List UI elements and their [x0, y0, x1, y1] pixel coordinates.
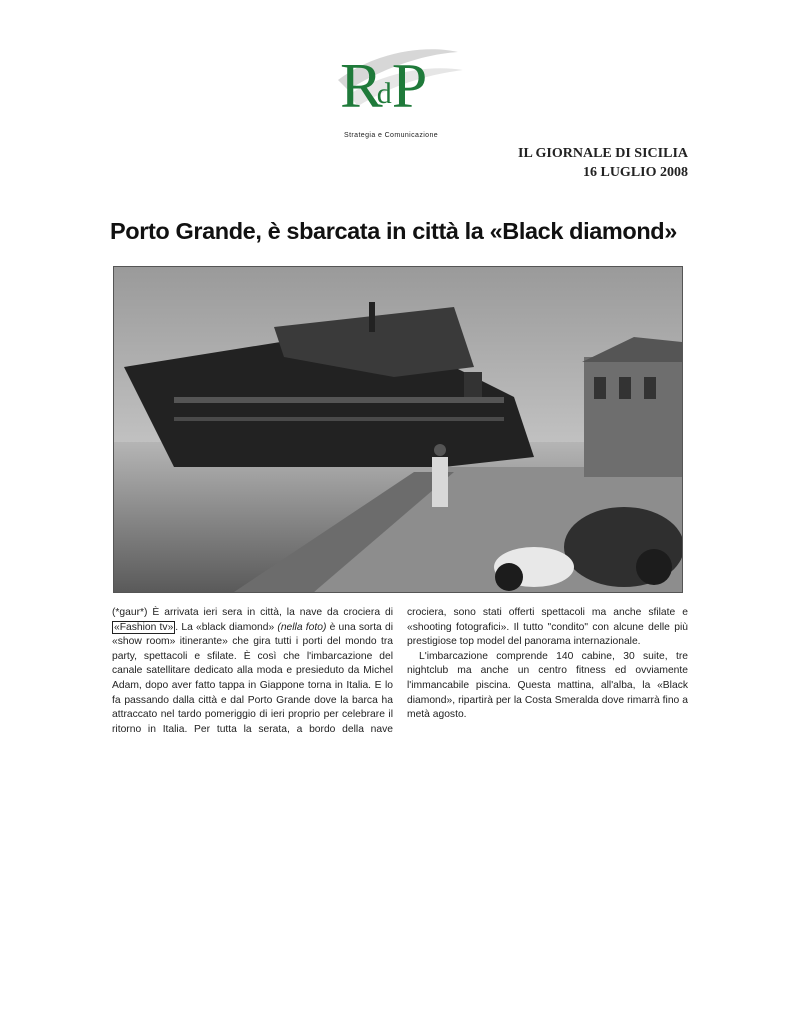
article-paragraph-1: (*gaur*) È arrivata ieri sera in città, la nave da crociera di «Fashion tv» . La «black diamond» (nella foto) è una sorta di «show room» itinerante» che gira tutti i porti del mondo tra party, spettacoli e sfilate. È così che l'imbarcazione del canale satellitare dedicato alla moda e presieduto da Michel Adam, dopo aver fatto tappa in Giappone torna in Italia. E lo fa passando dalla città e dal Porto Grande dove la barca ha attraccato nel tardo pomeriggio di ieri proprio per celebrare il ritorno in Italia. Per tutta la serata, a bordo della nave crociera, sono stati offerti spettacoli ma anche sfilate e «shooting fotografici». Il tutto "condito" con alcune delle più prestigiose top model del panorama internazionale.	[112, 607, 688, 735]
article-body	[112, 606, 688, 737]
logo-tagline: Strategia e Comunicazione	[344, 132, 439, 139]
rdp-logo	[318, 40, 468, 140]
article-paragraph-2: L'imbarcazione comprende 140 cabine, 30 suite, tre nightclub ma anche un centro fitness ed ovviamente l'immancabile piscina. Questa mattina, all'alba, la «Black diamond», ripartirà per la Costa Smeralda dove rimarrà fino a metà agosto.	[407, 650, 688, 721]
source-block	[518, 144, 688, 182]
newspaper-name: IL GIORNALE DI SICILIA	[518, 146, 688, 161]
fashion-tv-tag: «Fashion tv»	[114, 621, 174, 633]
article-headline: Porto Grande, è sbarcata in città la «Black diamond»	[110, 218, 677, 244]
ship-photo	[113, 266, 683, 593]
logo-letters: RdP	[340, 50, 422, 121]
ship-photo-image	[114, 267, 682, 592]
publication-date: 16 LUGLIO 2008	[582, 165, 688, 180]
